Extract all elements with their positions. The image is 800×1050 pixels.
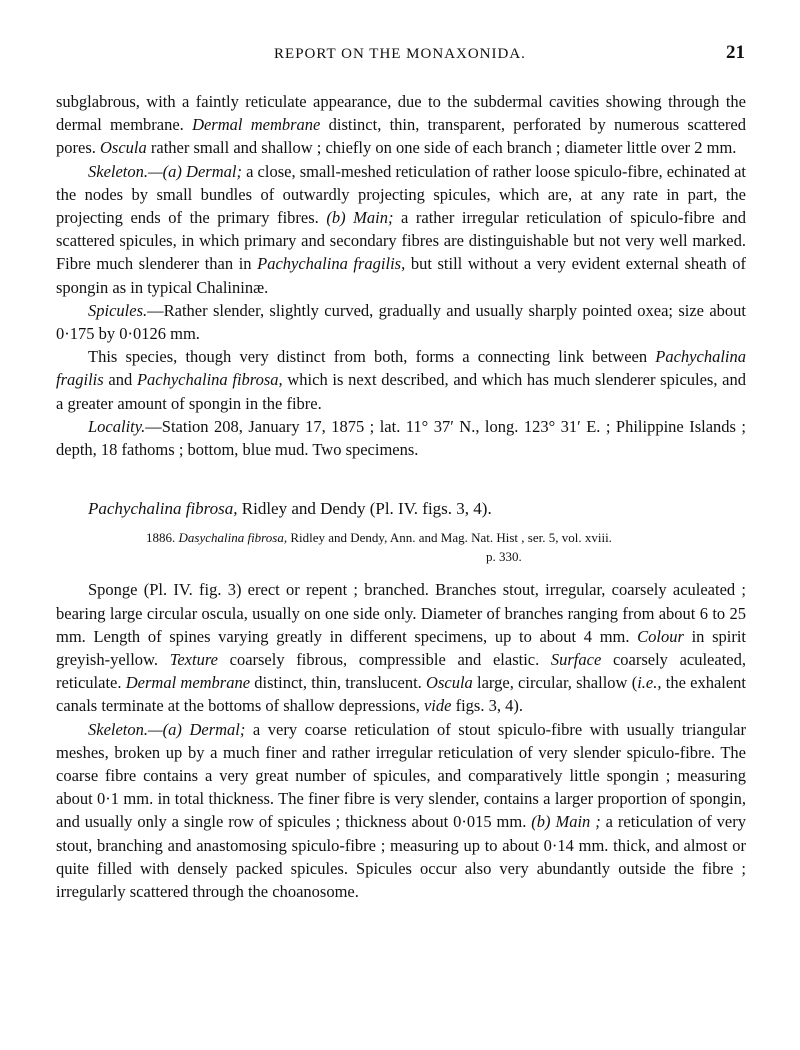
citation-taxon: Dasychalina fibrosa, — [178, 530, 288, 546]
text-run: distinct, thin, transparent, perforated by numerous scattered pores. — [56, 115, 746, 158]
text-run: coarsely aculeated, reticulate. — [56, 650, 746, 693]
text-run: subglabrous, with a faintly reticulate appearance, due to the subdermal cavities showing through the dermal membrane. — [56, 92, 746, 135]
text-run: the exhalent canals terminate at the bottoms of shallow depressions, — [56, 673, 747, 716]
paragraph-description — [56, 578, 746, 717]
body-text — [56, 90, 746, 903]
species-heading — [56, 497, 746, 520]
paragraph-locality — [56, 415, 746, 461]
species-authority: Ridley and Dendy (Pl. IV. figs. 3, 4). — [237, 499, 492, 519]
label-main: (b) Main; — [326, 208, 394, 228]
taxon-name: Pachychalina fragilis — [56, 347, 746, 390]
text-run: —Rather slender, slightly curved, gradually and usually sharply pointed oxea; size about 0·175 by 0·0126 mm. — [56, 300, 746, 344]
text-run: which is next described, and which has much slenderer spicules, and a greater amount of spongin in the fibre. — [56, 370, 747, 413]
text-run: figs. 3, 4). — [451, 696, 523, 716]
page-header — [55, 42, 745, 72]
text-run: a close, small-meshed reticulation of rather loose spiculo-fibre, echinated at the nodes by small bundles of outwardly projecting spicules, which are, at any rate in part, the projecting ends of the primary fibres. — [56, 161, 746, 228]
text-run: but still without a very evident external sheath of spongin as in typical Chalininæ. — [56, 254, 746, 297]
citation-page: p. 330. — [486, 549, 522, 565]
page-number: 21 — [726, 42, 745, 63]
species-name: Pachychalina fibrosa, — [88, 499, 238, 519]
paragraph-spicules — [56, 299, 746, 345]
text-run: a rather irregular reticulation of spiculo-fibre and scattered spicules, in which primary and secondary fibres are distinguishable but not very well marked. Fibre much slenderer than in — [56, 208, 746, 274]
text-run: rather small and shallow ; chiefly on one side of each branch ; diameter little over 2 mm. — [146, 138, 737, 158]
text-run: distinct, thin, translucent. — [250, 673, 427, 693]
paragraph-skeleton — [56, 160, 746, 299]
paragraph-surface — [56, 90, 746, 160]
taxon-name: Pachychalina fragilis, — [257, 254, 406, 274]
label-skeleton: Skeleton. — [88, 719, 149, 739]
label-spicules: Spicules. — [88, 300, 148, 320]
label-locality: Locality. — [88, 416, 146, 436]
label-dermal: —(a) Dermal; — [148, 719, 246, 739]
term-oscula: Oscula — [426, 673, 473, 693]
text-run: a very coarse reticulation of stout spiculo-fibre with usually triangular meshes, broken up by a much finer and rather irregular reticulation of very slender spiculo-fibre. The coarse fibre contains a very great number of spicules, and comparatively little spongin ; measuring about 0·1 mm. in total thickness. The finer fibre is very slender, contains a larger proportion of spongin, and usually only a single row of spicules ; thickness about 0·015 mm. — [56, 719, 746, 832]
term-oscula: Oscula — [100, 138, 147, 158]
taxon-name: Pachychalina fibrosa, — [136, 370, 283, 390]
term-dermal-membrane: Dermal membrane — [125, 673, 251, 693]
citation-text: Ridley and Dendy, Ann. and Mag. Nat. Hist , ser. 5, vol. xviii. — [287, 530, 612, 546]
term-colour: Colour — [637, 626, 684, 646]
term-dermal-membrane: Dermal membrane — [192, 115, 321, 135]
abbrev-vide: vide — [423, 696, 452, 716]
label-dermal: —(a) Dermal; — [148, 161, 242, 181]
running-title: REPORT ON THE MONAXONIDA. — [274, 46, 526, 62]
term-surface: Surface — [550, 650, 602, 670]
text-run: in spirit greyish-yellow. — [56, 626, 746, 670]
citation — [146, 528, 746, 566]
paragraph-skeleton-2 — [56, 718, 746, 904]
text-run: a reticulation of very stout, branching and anastomosing spiculo-fibre ; measuring up to about 0·14 mm. thick, and almost or quite filled with densely packed spicules. Spicules occur also very abundantly outside the fibre ; irregularly scattered through the choanosome. — [56, 812, 746, 902]
text-run: coarsely fibrous, compressible and elastic. — [217, 650, 551, 670]
term-texture: Texture — [169, 650, 218, 670]
citation-year: 1886. — [146, 530, 176, 546]
text-run: This species, though very distinct from both, forms a connecting link between — [88, 347, 656, 367]
paragraph-note — [56, 345, 746, 415]
abbrev-ie: i.e., — [637, 673, 662, 693]
text-run: Sponge (Pl. IV. fig. 3) erect or repent ; branched. Branches stout, irregular, coarsely aculeated ; bearing large circular oscula, usually on one side only. Diameter of branches ranging from about 6 to 25 mm. Length of spines varying greatly in different specimens, up to about 4 mm. — [56, 580, 746, 646]
label-main: (b) Main ; — [531, 812, 601, 832]
label-skeleton: Skeleton. — [88, 161, 149, 181]
text-run: —Station 208, January 17, 1875 ; lat. 11° 37′ N., long. 123° 31′ E. ; Philippine Islands ; depth, 18 fathoms ; bottom, blue mud. Two specimens. — [56, 416, 746, 460]
text-run: and — [103, 370, 137, 390]
text-run: large, circular, shallow ( — [472, 673, 638, 693]
